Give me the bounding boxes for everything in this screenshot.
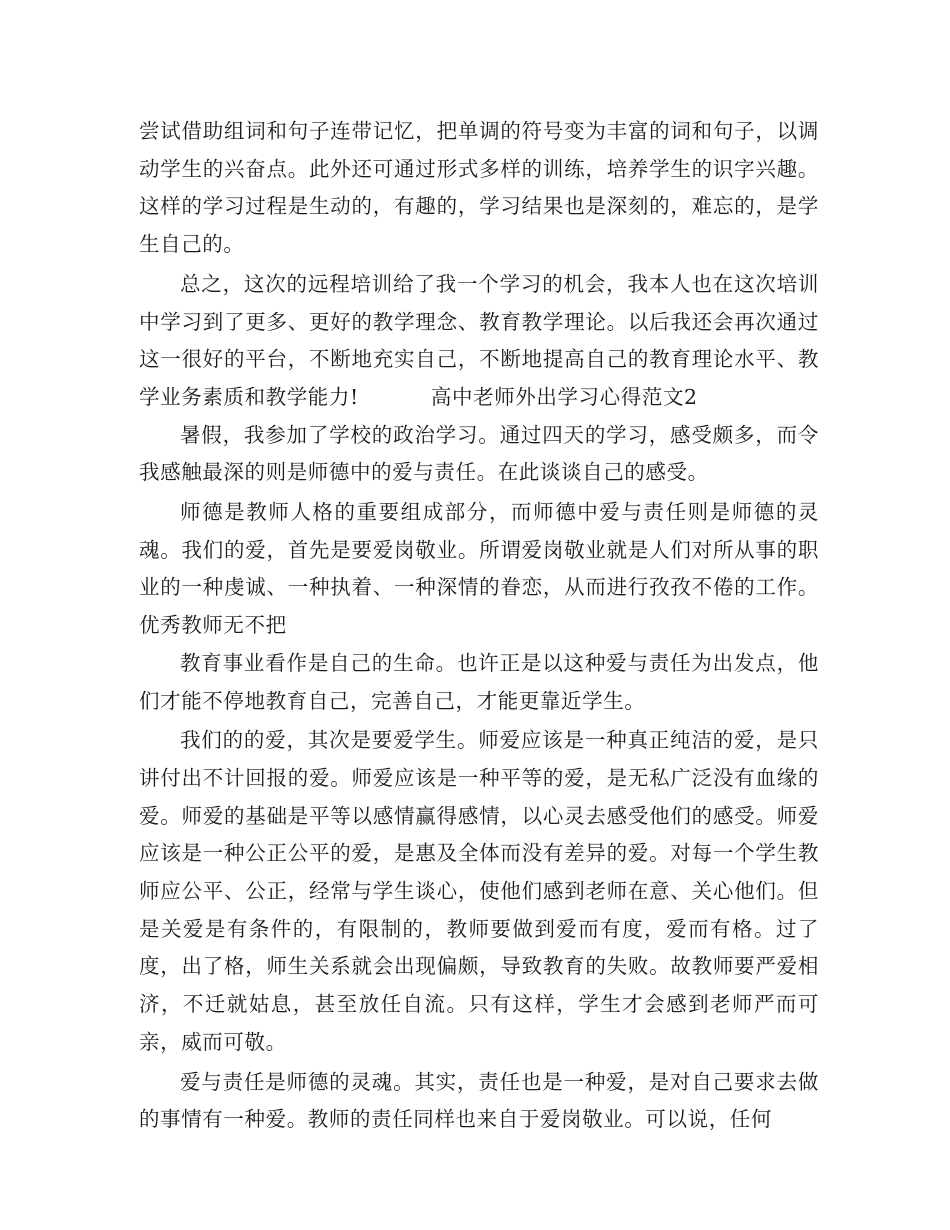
section-heading: 高中老师外出学习心得范文2 <box>430 384 698 409</box>
paragraph-5: 教育事业看作是自己的生命。也许正是以这种爱与责任为出发点，他们才能不停地教育自己，完善自己，才能更靠近学生。 <box>139 650 819 713</box>
paragraph-7: 爱与责任是师德的灵魂。其实，责任也是一种爱，是对自己要求去做的事情有一种爱。教师的责任同样也来自于爱岗敬业。可以说，任何 <box>139 1069 819 1132</box>
paragraph-3: 暑假，我参加了学校的政治学习。通过四天的学习，感受颇多，而令我感触最深的则是师德中的爱与责任。在此谈谈自己的感受。 <box>139 422 819 485</box>
paragraph-4: 师德是教师人格的重要组成部分，而师德中爱与责任则是师德的灵魂。我们的爱，首先是要爱岗敬业。所谓爱岗敬业就是人们对所从事的职业的一种虔诚、一种执着、一种深情的眷恋，从而进行孜孜不倦的工作。优秀教师无不把 <box>139 500 819 638</box>
paragraph-1: 尝试借助组词和句子连带记忆，把单调的符号变为丰富的词和句子，以调动学生的兴奋点。此外还可通过形式多样的训练，培养学生的识字兴趣。这样的学习过程是生动的，有趣的，学习结果也是深刻的，难忘的，是学生自己的。 <box>139 119 819 257</box>
paragraph-2-text: 总之，这次的远程培训给了我一个学习的机会，我本人也在这次培训中学习到了更多、更好的教学理念、教育教学理论。以后我还会再次通过这一很好的平台，不断地充实自己，不断地提高自己的教育理论水平、教学业务素质和教学能力! <box>139 271 819 409</box>
document-body <box>139 113 819 1139</box>
paragraph-6: 我们的的爱，其次是要爱学生。师爱应该是一种真正纯洁的爱，是只讲付出不计回报的爱。师爱应该是一种平等的爱，是无私广泛没有血缘的爱。师爱的基础是平等以感情赢得感情，以心灵去感受他们的感受。师爱应该是一种公正公平的爱，是惠及全体而没有差异的爱。对每一个学生教师应公平、公正，经常与学生谈心，使他们感到老师在意、关心他们。但是关爱是有条件的，有限制的，教师要做到爱而有度，爱而有格。过了度，出了格，师生关系就会出现偏颇，导致教育的失败。故教师要严爱相济，不迁就姑息，甚至放任自流。只有这样，学生才会感到老师严而可亲，威而可敬。 <box>139 728 819 1054</box>
paragraph-2 <box>139 266 819 417</box>
